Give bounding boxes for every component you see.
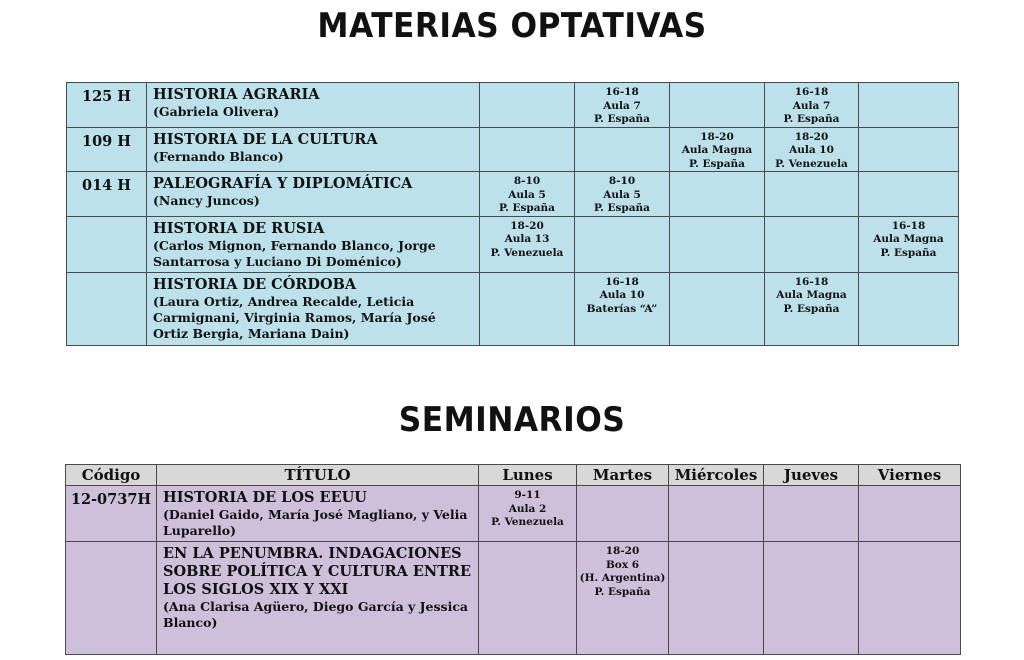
course-name: HISTORIA DE LOS EEUU <box>163 489 367 506</box>
course-professors: (Gabriela Olivera) <box>153 104 280 119</box>
schedule-line: Aula Magna <box>873 233 944 245</box>
schedule-line: P. Venezuela <box>775 157 848 170</box>
course-title-cell <box>147 83 480 128</box>
schedule-cell-jueves <box>764 542 859 655</box>
table-row <box>66 486 961 542</box>
schedule-line: 16-18 <box>891 219 926 232</box>
table-row <box>67 172 959 217</box>
schedule-line: (H. Argentina) <box>579 572 666 584</box>
course-code <box>67 216 147 272</box>
schedule-line: P. Venezuela <box>491 516 564 528</box>
schedule-line: Aula 2 <box>508 502 547 515</box>
schedule-line: P. España <box>783 302 840 315</box>
schedule-line: Aula 10 <box>599 289 645 301</box>
schedule-cell-martes <box>575 216 670 272</box>
schedule-line: Aula 7 <box>603 99 641 112</box>
course-name: PALEOGRAFÍA Y DIPLOMÁTICA <box>153 175 413 192</box>
course-name: HISTORIA DE LA CULTURA <box>153 130 378 148</box>
schedule-cell-miercoles <box>670 216 765 272</box>
course-professors: (Daniel Gaido, María José Magliano, y Velia Luparello) <box>163 507 468 538</box>
schedule-line: 18-20 <box>605 545 640 557</box>
schedule-cell-viernes <box>859 83 959 128</box>
schedule-line: Aula 7 <box>792 99 831 112</box>
schedule-cell-miercoles <box>670 127 765 172</box>
course-name: EN LA PENUMBRA. INDAGACIONES SOBRE POLÍTICA Y CULTURA ENTRE LOS SIGLOS XIX Y XXI <box>163 545 472 598</box>
schedule-line: Aula Magna <box>776 289 847 301</box>
course-professors: (Ana Clarisa Agüero, Diego García y Jessica Blanco) <box>163 599 469 630</box>
course-code: 014 H <box>67 172 147 217</box>
course-code <box>67 272 147 345</box>
schedule-line: 16-18 <box>605 275 639 288</box>
schedule-cell-jueves <box>765 272 859 345</box>
schedule-cell-jueves <box>765 83 859 128</box>
course-title-cell <box>147 216 480 272</box>
schedule-cell-martes <box>577 486 669 542</box>
schedule-line: 16-18 <box>794 86 829 98</box>
schedule-cell-jueves <box>765 172 859 217</box>
schedule-cell-martes <box>575 172 670 217</box>
schedule-cell-lunes <box>480 127 575 172</box>
schedule-line: 16-18 <box>794 275 829 288</box>
schedule-cell-jueves <box>765 216 859 272</box>
course-professors: (Carlos Mignon, Fernando Blanco, Jorge Santarrosa y Luciano Di Doménico) <box>153 237 436 269</box>
table-row <box>66 542 961 655</box>
schedule-line: P. España <box>880 246 937 259</box>
schedule-cell-viernes <box>859 172 959 217</box>
schedule-line: Aula 5 <box>603 188 641 201</box>
course-title-cell <box>147 127 480 172</box>
schedule-cell-miercoles <box>670 83 765 128</box>
schedule-cell-viernes <box>859 272 959 345</box>
schedule-line: Box 6 <box>605 558 640 571</box>
schedule-cell-lunes <box>479 542 577 655</box>
course-name: HISTORIA DE RUSIA <box>153 219 325 237</box>
schedule-line: Aula Magna <box>681 144 753 156</box>
schedule-line: P. España <box>783 113 840 125</box>
schedule-cell-lunes <box>479 486 577 542</box>
optativas-table <box>66 82 959 346</box>
schedule-line: Aula 10 <box>789 144 834 156</box>
column-header: Miércoles <box>669 465 764 486</box>
course-name: HISTORIA AGRARIA <box>153 86 320 103</box>
schedule-line: 18-20 <box>700 130 734 143</box>
column-header: Código <box>66 465 157 486</box>
schedule-line: Aula 5 <box>508 188 546 201</box>
course-title-cell <box>157 542 479 655</box>
course-professors: (Nancy Juncos) <box>153 193 260 208</box>
schedule-cell-lunes <box>480 172 575 217</box>
schedule-cell-viernes <box>859 486 961 542</box>
table-row <box>67 83 959 128</box>
schedule-cell-martes <box>575 83 670 128</box>
course-code: 12-0737H <box>66 486 157 542</box>
schedule-line: 18-20 <box>510 219 544 232</box>
seminarios-header-row <box>66 465 961 486</box>
schedule-line: Aula 13 <box>504 233 550 245</box>
table-row <box>67 216 959 272</box>
schedule-cell-viernes <box>859 127 959 172</box>
schedule-line: P. España <box>689 157 745 170</box>
schedule-line: 8-10 <box>608 175 636 187</box>
schedule-line: P. España <box>594 113 650 125</box>
schedule-cell-lunes <box>480 272 575 345</box>
course-title-cell <box>157 486 479 542</box>
column-header: Martes <box>577 465 669 486</box>
schedule-line: 18-20 <box>794 130 829 143</box>
schedule-cell-lunes <box>480 83 575 128</box>
schedule-cell-jueves <box>765 127 859 172</box>
schedule-cell-viernes <box>859 542 961 655</box>
schedule-cell-viernes <box>859 216 959 272</box>
schedule-cell-miercoles <box>670 272 765 345</box>
schedule-cell-miercoles <box>669 542 764 655</box>
seminarios-table <box>65 464 961 655</box>
course-professors: (Fernando Blanco) <box>153 148 284 164</box>
course-code: 109 H <box>67 127 147 172</box>
schedule-line: P. Venezuela <box>490 246 564 259</box>
optativas-title: MATERIAS OPTATIVAS <box>317 6 707 46</box>
schedule-line: P. España <box>594 585 651 598</box>
course-name: HISTORIA DE CÓRDOBA <box>153 275 357 293</box>
course-code: 125 H <box>67 83 147 128</box>
table-row <box>67 127 959 172</box>
schedule-cell-martes <box>575 272 670 345</box>
course-code <box>66 542 157 655</box>
schedule-line: P. España <box>499 202 555 214</box>
schedule-cell-martes <box>577 542 669 655</box>
seminarios-title: SEMINARIOS <box>398 400 626 440</box>
schedule-cell-jueves <box>764 486 859 542</box>
column-header: Lunes <box>479 465 577 486</box>
course-professors: (Laura Ortiz, Andrea Recalde, Leticia Carmignani, Virginia Ramos, María José Ortiz Bergia, Mariana Dain) <box>153 293 436 341</box>
schedule-line: 9-11 <box>514 489 541 501</box>
schedule-line: 8-10 <box>513 175 541 187</box>
schedule-cell-miercoles <box>670 172 765 217</box>
column-header: TÍTULO <box>157 465 479 486</box>
schedule-cell-miercoles <box>669 486 764 542</box>
course-title-cell <box>147 272 480 345</box>
schedule-line: P. España <box>594 202 650 214</box>
schedule-cell-martes <box>575 127 670 172</box>
course-title-cell <box>147 172 480 217</box>
schedule-line: 16-18 <box>605 86 639 98</box>
schedule-cell-lunes <box>480 216 575 272</box>
column-header: Viernes <box>859 465 961 486</box>
table-row <box>67 272 959 345</box>
schedule-line: Baterías “A” <box>586 302 658 315</box>
column-header: Jueves <box>764 465 859 486</box>
